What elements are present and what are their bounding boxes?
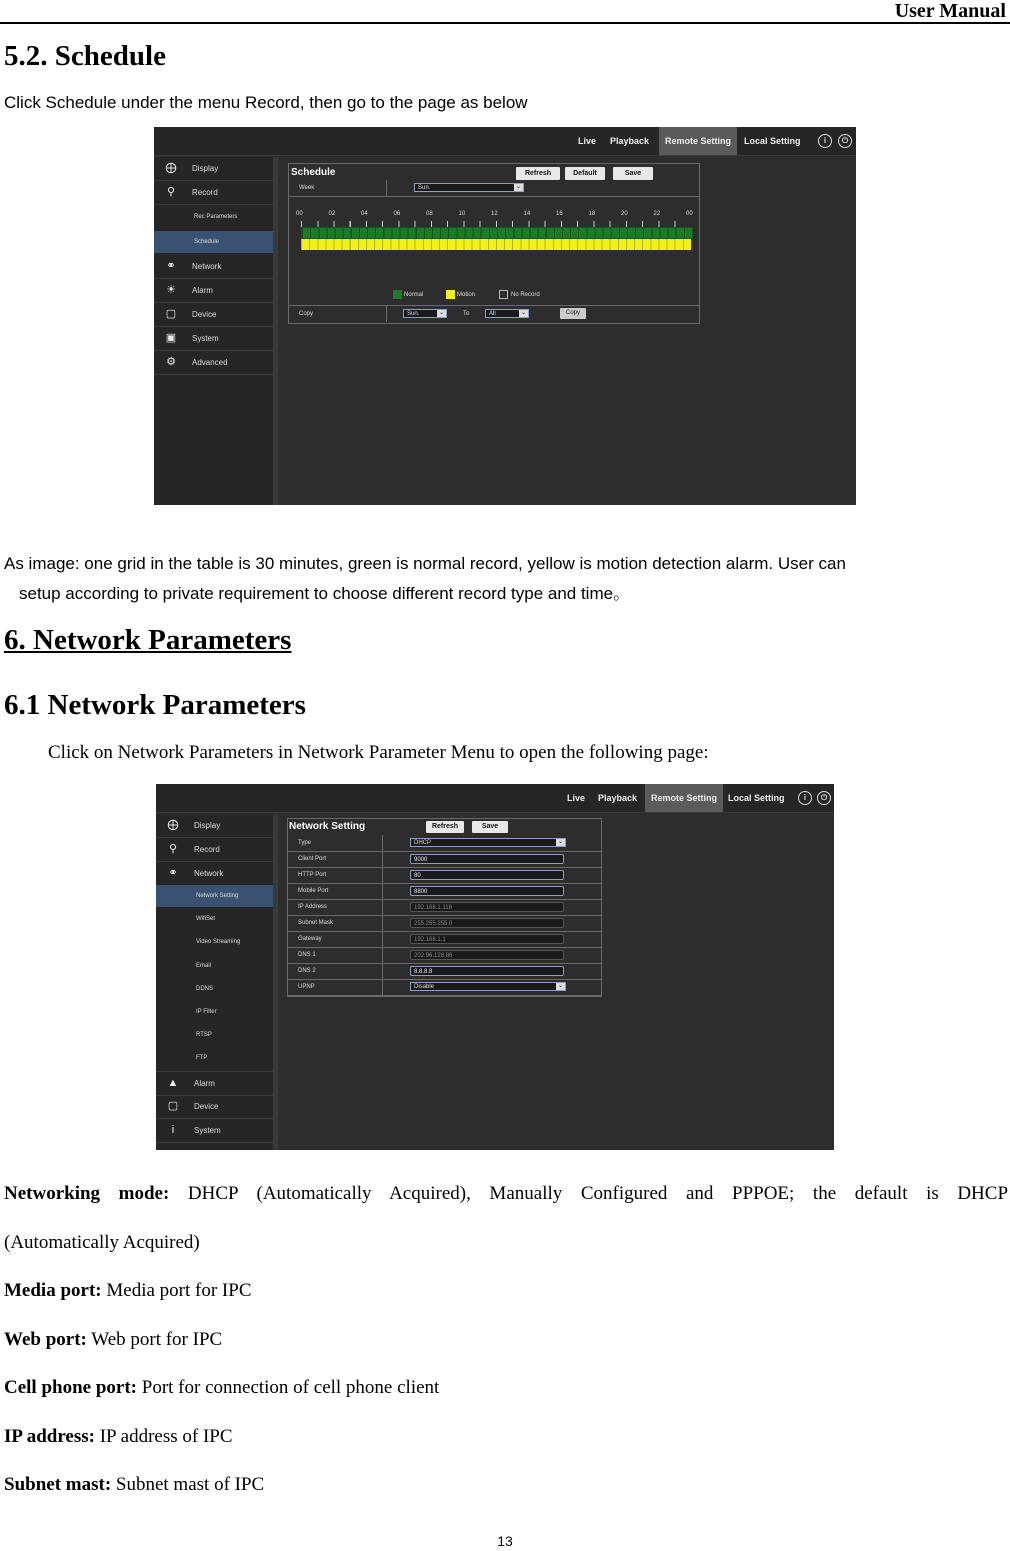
field-input[interactable]: 9000 bbox=[410, 854, 564, 864]
field-input[interactable]: 80 bbox=[410, 870, 564, 880]
alarm-icon: ☀ bbox=[166, 284, 176, 296]
search-icon: ⚲ bbox=[166, 186, 176, 198]
sidebar-item-record[interactable]: ⚲ Record bbox=[154, 181, 273, 205]
field-row bbox=[288, 915, 601, 932]
field-input[interactable]: 8800 bbox=[410, 886, 564, 896]
to-label: To bbox=[463, 311, 470, 317]
nav-live[interactable]: Live bbox=[578, 136, 597, 146]
gear-icon: ⚙ bbox=[166, 356, 176, 368]
hour-label: 22 bbox=[653, 211, 661, 217]
device-icon: ▢ bbox=[167, 1100, 179, 1112]
sidebar-sub-ip-filter[interactable]: IP Filter bbox=[196, 1009, 217, 1015]
def-subnet-mast: Subnet mast: Subnet mast of IPC bbox=[4, 1474, 265, 1495]
legend-normal-label: Normal bbox=[404, 292, 424, 298]
field-row bbox=[288, 931, 601, 948]
field-label: UPNP bbox=[298, 984, 315, 990]
hour-label: 06 bbox=[393, 211, 401, 217]
save-button[interactable]: Save bbox=[472, 821, 508, 833]
def-web-port: Web port: Web port for IPC bbox=[4, 1328, 223, 1350]
hour-label: 10 bbox=[458, 211, 466, 217]
hour-label: 04 bbox=[361, 211, 368, 217]
field-row bbox=[288, 963, 601, 980]
hour-label: 00 bbox=[686, 211, 693, 217]
device-icon: ▢ bbox=[165, 308, 177, 320]
network-icon: ⚭ bbox=[168, 867, 178, 879]
top-nav-bar bbox=[156, 784, 834, 813]
alarm-icon: ▲ bbox=[167, 1077, 179, 1089]
panel-title: Network Setting bbox=[289, 821, 366, 832]
field-label: Subnet Mask bbox=[298, 920, 334, 926]
field-input[interactable]: 192.168.1.1 bbox=[410, 934, 564, 944]
sidebar-item-alarm[interactable]: ▲ Alarm bbox=[156, 1071, 273, 1096]
legend-norecord-label: No Record bbox=[511, 292, 540, 298]
section-heading-schedule: 5.2. Schedule bbox=[4, 40, 166, 72]
def-ip-address: IP address: IP address of IPC bbox=[4, 1425, 233, 1447]
field-row bbox=[288, 867, 601, 884]
schedule-intro: Click Schedule under the menu Record, then go to the page as below bbox=[4, 93, 528, 112]
definitions-list bbox=[4, 1170, 1008, 1510]
sidebar-divider bbox=[273, 814, 278, 1150]
hour-label: 02 bbox=[328, 211, 336, 217]
sidebar-item-display[interactable]: ⨁ Display bbox=[154, 157, 273, 181]
def-networking-mode: Networking mode: DHCP (Automatically Acquired), Manually Configured and PPPOE; the default is DHCP bbox=[4, 1183, 1009, 1204]
legend-norecord-swatch bbox=[499, 290, 508, 299]
sidebar-sub-rec-parameters[interactable]: Rec Parameters bbox=[194, 214, 238, 220]
system-icon: ▣ bbox=[165, 332, 177, 344]
network-screenshot bbox=[156, 784, 834, 1150]
chevron-down-icon: ⌄ bbox=[520, 310, 527, 316]
sidebar-sub-schedule[interactable]: Schedule bbox=[154, 231, 273, 253]
field-label: Type bbox=[298, 840, 312, 846]
chevron-down-icon: ⌄ bbox=[515, 184, 522, 190]
info-icon: i bbox=[171, 1124, 175, 1136]
display-icon: ⨁ bbox=[167, 819, 179, 831]
sidebar-sub-network-setting[interactable]: Network Setting bbox=[156, 885, 273, 907]
document-header-title: User Manual bbox=[894, 0, 1006, 22]
network-intro: Click on Network Parameters in Network Parameter Menu to open the following page: bbox=[48, 742, 709, 763]
sidebar-item-system[interactable]: i System bbox=[156, 1119, 273, 1143]
def-networking-mode-cont: (Automatically Acquired) bbox=[4, 1231, 200, 1253]
legend-motion-swatch bbox=[446, 290, 455, 299]
field-row bbox=[288, 851, 601, 868]
field-input[interactable]: 255.255.255.0 bbox=[410, 918, 564, 928]
panel-title: Schedule bbox=[291, 167, 336, 178]
nav-remote-setting[interactable]: Remote Setting bbox=[645, 784, 723, 812]
field-row bbox=[288, 899, 601, 916]
copy-to-select[interactable]: All ⌄ bbox=[485, 309, 529, 318]
page-number: 13 bbox=[497, 1533, 513, 1549]
schedule-note-line2: setup according to private requirement to choose different record type and time。 bbox=[19, 584, 631, 603]
copy-label: Copy bbox=[299, 311, 314, 317]
nav-remote-setting[interactable]: Remote Setting bbox=[659, 127, 737, 155]
field-label: Gateway bbox=[298, 936, 322, 942]
field-select[interactable]: Disable ⌄ bbox=[410, 982, 566, 991]
normal-record-timeline[interactable] bbox=[301, 227, 693, 239]
def-media-port: Media port: Media port for IPC bbox=[4, 1280, 252, 1301]
field-label: Client Port bbox=[298, 856, 327, 862]
field-input[interactable]: 192.168.1.118 bbox=[410, 902, 564, 912]
motion-record-timeline[interactable] bbox=[301, 239, 691, 250]
field-row bbox=[288, 947, 601, 964]
section-heading-network-parameters: 6. Network Parameters bbox=[4, 624, 292, 656]
field-row bbox=[288, 979, 601, 996]
sidebar-item-system[interactable]: ▣ System bbox=[154, 327, 273, 351]
nav-playback[interactable]: Playback bbox=[610, 136, 650, 146]
hour-label: 20 bbox=[621, 211, 628, 217]
field-select[interactable]: DHCP ⌄ bbox=[410, 838, 566, 847]
field-input[interactable]: 8.8.8.8 bbox=[410, 966, 564, 976]
sidebar-item-device[interactable]: ▢ Device bbox=[154, 303, 273, 327]
hour-label: 08 bbox=[426, 211, 433, 217]
hour-label: 16 bbox=[556, 211, 563, 217]
chevron-down-icon: ⌄ bbox=[557, 839, 564, 845]
sidebar-divider bbox=[273, 157, 278, 505]
sidebar-item-device[interactable]: ▢ Device bbox=[156, 1095, 273, 1119]
network-setting-panel bbox=[287, 818, 602, 997]
field-label: HTTP Port bbox=[298, 872, 327, 878]
schedule-note bbox=[4, 549, 1008, 609]
default-button[interactable]: Default bbox=[565, 167, 605, 180]
field-label: DNS 2 bbox=[298, 968, 316, 974]
schedule-note-line1: As image: one grid in the table is 30 minutes, green is normal record, yellow is motion detection alarm. User can bbox=[4, 554, 846, 573]
copy-button[interactable]: Copy bbox=[560, 308, 586, 319]
field-row bbox=[288, 835, 601, 852]
sidebar-sub-video-streaming[interactable]: Video Streaming bbox=[196, 939, 241, 945]
field-input[interactable]: 202.96.128.86 bbox=[410, 950, 564, 960]
top-nav-bar bbox=[154, 127, 856, 156]
field-label: DNS 1 bbox=[298, 952, 316, 958]
legend-motion-label: Motion bbox=[457, 292, 476, 298]
hour-label: 00 bbox=[296, 211, 303, 217]
refresh-button[interactable]: Refresh bbox=[516, 167, 560, 180]
sidebar-item-display[interactable]: ⨁ Display bbox=[156, 814, 273, 838]
sidebar-sub-email[interactable]: Email bbox=[196, 963, 212, 969]
settings-sidebar bbox=[154, 157, 273, 505]
chevron-down-icon: ⌄ bbox=[557, 983, 564, 989]
info-icon[interactable]: i bbox=[798, 791, 812, 805]
def-cell-phone-port: Cell phone port: Port for connection of cell phone client bbox=[4, 1377, 440, 1398]
settings-sidebar bbox=[156, 814, 273, 1150]
sidebar-sub-wifi[interactable]: WifiSet bbox=[196, 916, 216, 922]
week-label: Week bbox=[299, 185, 315, 191]
sidebar-item-network[interactable]: ⚭ Network bbox=[156, 862, 273, 886]
field-row bbox=[288, 883, 601, 900]
hour-label: 14 bbox=[523, 211, 531, 217]
refresh-button[interactable]: Refresh bbox=[426, 821, 464, 833]
nav-playback[interactable]: Playback bbox=[598, 793, 638, 803]
info-icon[interactable]: i bbox=[818, 134, 832, 148]
search-icon: ⚲ bbox=[168, 843, 178, 855]
display-icon: ⨁ bbox=[165, 162, 177, 174]
subsection-heading-network-parameters: 6.1 Network Parameters bbox=[4, 689, 306, 721]
hour-label: 12 bbox=[491, 211, 498, 217]
nav-local-setting[interactable]: Local Setting bbox=[744, 136, 801, 146]
copy-row bbox=[289, 305, 699, 322]
sidebar-sub-ftp[interactable]: FTP bbox=[196, 1055, 208, 1061]
header-rule bbox=[0, 22, 1010, 24]
power-icon[interactable]: ⏻ bbox=[838, 134, 852, 148]
field-label: IP Address bbox=[298, 904, 327, 910]
sidebar-item-advanced[interactable]: ⚙ Advanced bbox=[154, 351, 273, 375]
legend-normal-swatch bbox=[393, 290, 402, 299]
nav-local-setting[interactable]: Local Setting bbox=[728, 793, 785, 803]
sidebar-item-record[interactable]: ⚲ Record bbox=[156, 838, 273, 862]
save-button[interactable]: Save bbox=[613, 167, 653, 180]
nav-live[interactable]: Live bbox=[567, 793, 586, 803]
field-label: Mobile Port bbox=[298, 888, 329, 894]
week-row bbox=[289, 180, 699, 197]
chevron-down-icon: ⌄ bbox=[438, 310, 445, 316]
sidebar-sub-ddns[interactable]: DDNS bbox=[196, 986, 214, 992]
sidebar-item-alarm[interactable]: ☀ Alarm bbox=[154, 279, 273, 303]
hour-label: 18 bbox=[588, 211, 596, 217]
sidebar-sub-rtsp[interactable]: RTSP bbox=[196, 1032, 212, 1038]
schedule-screenshot bbox=[154, 127, 856, 505]
network-icon: ⚭ bbox=[166, 260, 176, 272]
sidebar-item-network[interactable]: ⚭ Network bbox=[154, 255, 273, 279]
week-select[interactable]: Sun. ⌄ bbox=[414, 183, 524, 192]
copy-from-select[interactable]: Sun. ⌄ bbox=[403, 309, 447, 318]
power-icon[interactable]: ⏻ bbox=[817, 791, 831, 805]
